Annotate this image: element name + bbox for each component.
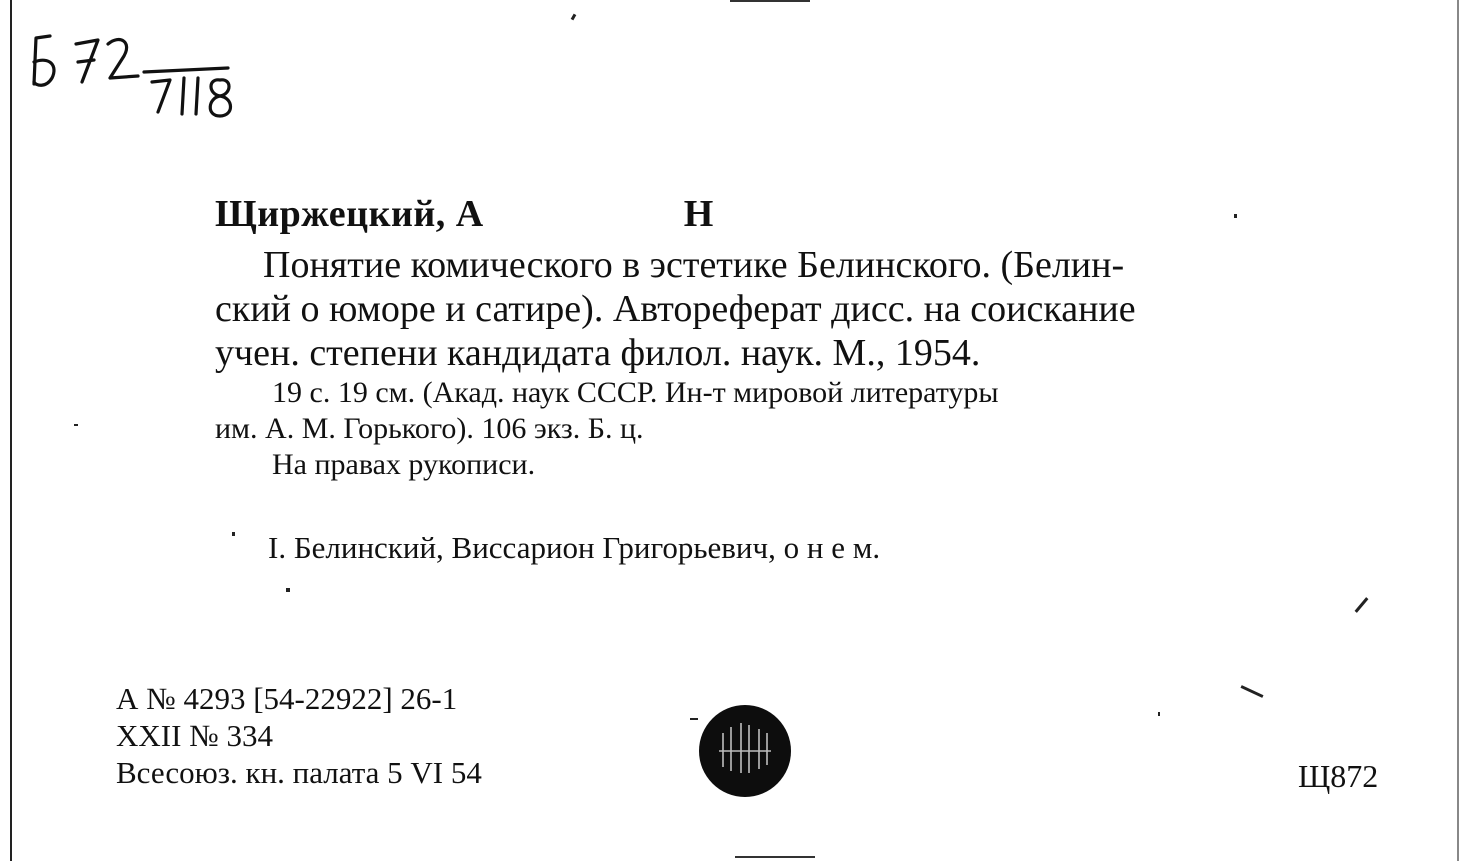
card-left-edge	[10, 0, 12, 861]
title-line: ский о юморе и сатире). Автореферат дисс. на соискание	[215, 288, 1136, 330]
description-line: им. А. М. Горького). 106 экз. Б. ц.	[215, 412, 644, 445]
physical-description	[215, 375, 1395, 483]
scan-speck	[1158, 712, 1160, 716]
scan-speck	[1355, 597, 1369, 613]
author-name: Щиржецкий, А	[215, 193, 484, 235]
registration-number: А № 4293 [54-22922] 26-1	[116, 681, 458, 716]
scan-speck	[571, 14, 577, 21]
scan-speck	[1240, 685, 1263, 698]
title-line: Понятие комического в эстетике Белинского. (Белин-	[263, 244, 1125, 286]
scan-speck	[1234, 214, 1237, 218]
author-heading	[215, 192, 714, 236]
card-right-edge	[1457, 0, 1459, 861]
shelf-mark: Щ872	[1298, 758, 1379, 794]
title-block	[215, 243, 1395, 375]
scan-speck	[286, 588, 290, 592]
author-initial: Н	[683, 193, 714, 235]
top-edge-mark	[730, 0, 810, 2]
footer-registration-block	[116, 680, 482, 791]
subject-heading: I. Белинский, Виссарион Григорьевич, о н е м.	[268, 530, 881, 565]
title-line: учен. степени кандидата филол. наук. М., 1954.	[215, 332, 981, 374]
description-line: На правах рукописи.	[272, 448, 536, 481]
scan-speck	[690, 718, 698, 720]
bottom-edge-mark	[735, 856, 815, 858]
series-number: XXII № 334	[116, 718, 273, 753]
scan-speck	[232, 532, 235, 536]
book-chamber-line: Всесоюз. кн. палата 5 VI 54	[116, 755, 482, 790]
scan-speck	[74, 424, 78, 426]
library-stamp	[697, 703, 793, 799]
handwritten-call-number	[28, 22, 258, 122]
description-line: 19 с. 19 см. (Акад. наук СССР. Ин-т мировой литературы	[272, 376, 999, 409]
